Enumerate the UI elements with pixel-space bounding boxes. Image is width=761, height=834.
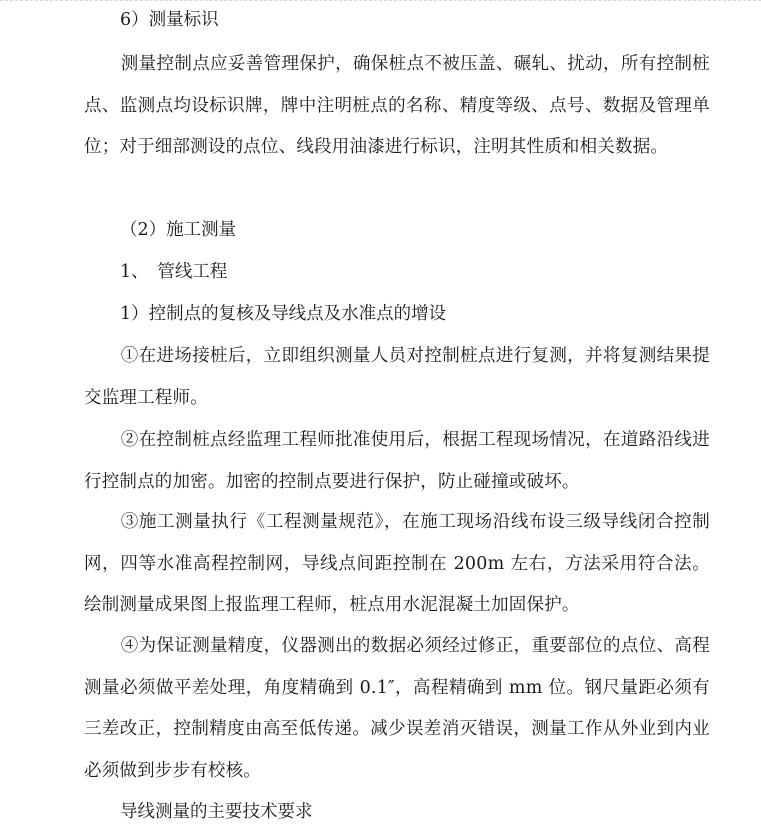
paragraph-1: ①在进场接桩后，立即组织测量人员对控制桩点进行复测，并将复测结果提交监理工程师。	[84, 346, 710, 408]
heading-construction-survey: （2）施工测量	[120, 220, 237, 240]
heading-marking: 6）测量标识	[120, 10, 219, 30]
paragraph-4: ④为保证测量精度，仪器测出的数据必须经过修正，重要部位的点位、高程测量必须做平差处理，角度精确到 0.1″，高程精确到 mm 位。钢尺量距必须有三差改正，控制精度由高至低传递。减少误差消灭错误，测量工作从外业到内业必须做到步步有校核。	[84, 636, 710, 781]
paragraph-marking: 测量控制点应妥善管理保护，确保桩点不被压盖、碾轧、扰动，所有控制桩点、监测点均设标识牌，牌中注明桩点的名称、精度等级、点号、数据及管理单位；对于细部测设的点位、线段用油漆进行标识，注明其性质和相关数据。	[84, 54, 710, 158]
heading-traverse-requirements: 导线测量的主要技术要求	[120, 802, 313, 822]
heading-pipeline: 1、 管线工程	[120, 262, 228, 282]
heading-control-check: 1）控制点的复核及导线点及水准点的增设	[120, 304, 447, 324]
paragraph-2: ②在控制桩点经监理工程师批准使用后，根据工程现场情况，在道路沿线进行控制点的加密。加密的控制点要进行保护，防止碰撞或破坏。	[84, 430, 710, 492]
page-top-border	[0, 0, 761, 4]
paragraph-3: ③施工测量执行《工程测量规范》，在施工现场沿线布设三级导线闭合控制网，四等水准高程控制网，导线点间距控制在 200m 左右，方法采用符合法。绘制测量成果图上报监理工程师，桩点用水泥混凝土加固保护。	[84, 512, 710, 616]
